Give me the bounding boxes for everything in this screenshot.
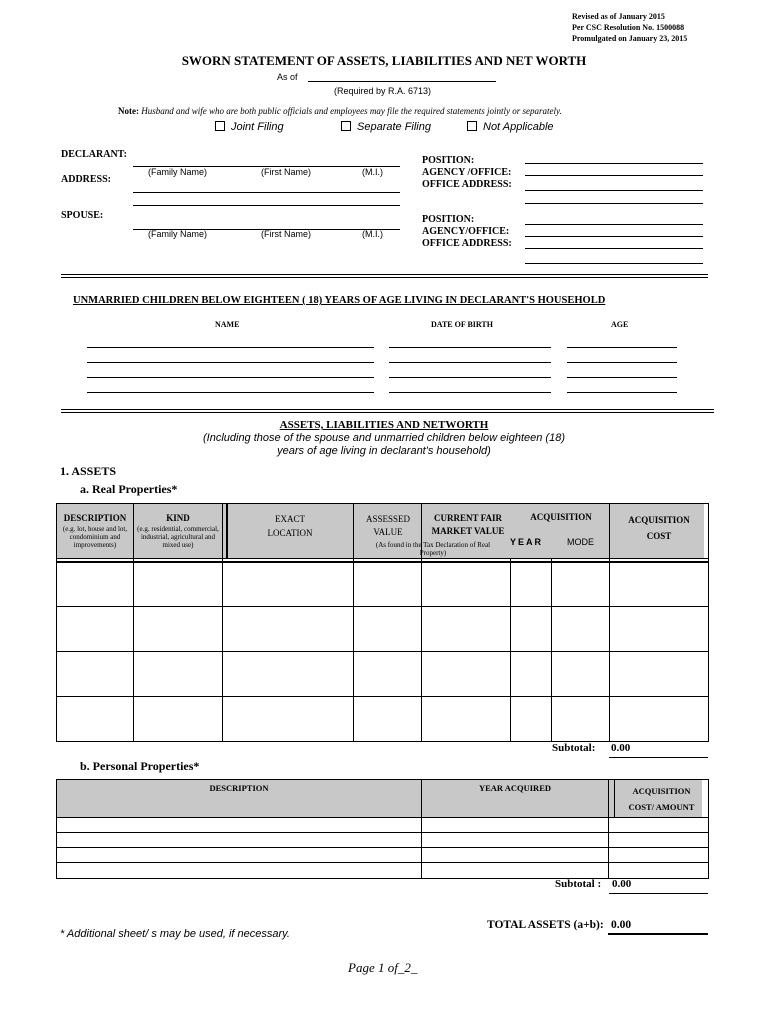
footnote: * Additional sheet/ s may be used, if necessary. (60, 928, 290, 940)
promulgated-date: Promulgated on January 23, 2015 (572, 34, 688, 43)
spouse-office-address-field-2[interactable] (525, 263, 703, 264)
personal-table-col-border (421, 779, 422, 878)
real-table-col-border (609, 503, 610, 741)
real-table-col-border (56, 503, 57, 741)
real-properties-heading: a. Real Properties* (80, 482, 178, 496)
child-name-field[interactable] (87, 377, 374, 378)
spouse-label: SPOUSE: (61, 210, 104, 221)
section-divider (61, 409, 714, 413)
real-col-mode: MODE (567, 537, 594, 547)
real-col-year: YEAR (510, 537, 544, 547)
checkbox-icon[interactable] (215, 121, 225, 131)
agency-label: AGENCY /OFFICE: (422, 167, 512, 178)
real-subtotal-value: 0.00 (611, 742, 631, 754)
personal-col-description: DESCRIPTION (209, 783, 269, 793)
real-col-description-hint: (e.g. lot, house and lot, condominium and improvements) (62, 525, 128, 549)
required-by: (Required by R.A. 6713) (334, 86, 432, 96)
spouse-family-name-caption: (Family Name) (148, 229, 208, 239)
personal-table-top-border (56, 779, 709, 780)
child-name-field[interactable] (87, 347, 374, 348)
real-table-col-border (510, 558, 511, 741)
personal-table-col-border (56, 779, 57, 878)
child-age-field[interactable] (567, 392, 677, 393)
page-number: Page 1 of_2_ (348, 960, 418, 975)
personal-subtotal-label: Subtotal : (555, 878, 602, 890)
child-age-field[interactable] (567, 362, 677, 363)
child-age-field[interactable] (567, 377, 677, 378)
total-assets-line (608, 933, 708, 935)
personal-subtotal-line (609, 893, 708, 894)
real-col-location: EXACT LOCATION (267, 514, 313, 538)
real-table-row-border (56, 651, 709, 652)
address-field-2[interactable] (133, 205, 400, 206)
real-table-row-border (56, 606, 709, 607)
address-label: ADDRESS: (61, 174, 112, 185)
spouse-agency-label: AGENCY/OFFICE: (422, 226, 510, 237)
personal-table-row-border (56, 862, 709, 863)
spouse-office-address-label: OFFICE ADDRESS: (422, 238, 512, 249)
real-table-col-border (133, 503, 134, 741)
office-address-field-2[interactable] (525, 203, 703, 204)
real-table-top-border (56, 503, 709, 504)
child-dob-field[interactable] (389, 362, 551, 363)
office-address-label: OFFICE ADDRESS: (422, 179, 512, 190)
alnw-subtitle-2: years of age living in declarant's household) (277, 445, 491, 457)
children-title: UNMARRIED CHILDREN BELOW EIGHTEEN ( 18) YEARS OF AGE LIVING IN DECLARANT'S HOUSEHOLD (73, 295, 606, 306)
child-dob-field[interactable] (389, 392, 551, 393)
children-col-dob: DATE OF BIRTH (431, 320, 493, 329)
real-table-col-border (353, 503, 354, 741)
filing-option-joint[interactable]: Joint Filing (215, 121, 284, 133)
declarant-label: DECLARANT: (61, 149, 127, 160)
real-subtotal-line (609, 757, 708, 758)
address-field-1[interactable] (133, 192, 400, 193)
agency-field[interactable] (525, 175, 703, 176)
personal-table-col-border (608, 779, 609, 878)
revision-info (572, 11, 687, 44)
declarant-family-name-caption: (Family Name) (148, 167, 208, 177)
spouse-first-name-caption: (First Name) (261, 229, 311, 239)
personal-properties-heading: b. Personal Properties* (80, 759, 200, 773)
alnw-subtitle-1: (Including those of the spouse and unmarried children below eighteen (18) (202, 432, 565, 444)
assets-heading: 1. ASSETS (60, 464, 117, 478)
personal-table-row-border (56, 847, 709, 848)
declarant-first-name-caption: (First Name) (261, 167, 311, 177)
personal-table-col-border (708, 779, 709, 878)
real-col-assessed: ASSESSED VALUE (365, 514, 410, 537)
as-of-label: As of (277, 72, 298, 82)
section-divider (61, 274, 708, 278)
child-dob-field[interactable] (389, 377, 551, 378)
note-text: Husband and wife who are both public officials and employees may file the required statements jointly or separately. (141, 106, 562, 116)
child-name-field[interactable] (87, 362, 374, 363)
real-col-kind-hint: (e.g. residential, commercial, industrial, agricultural and mixed use) (137, 525, 219, 549)
personal-subtotal-value: 0.00 (612, 878, 632, 890)
checkbox-icon[interactable] (467, 121, 477, 131)
position-label: POSITION: (422, 155, 475, 166)
children-col-name: NAME (215, 320, 240, 329)
real-table-header-bottom (56, 558, 709, 559)
checkbox-icon[interactable] (341, 121, 351, 131)
total-assets-label: TOTAL ASSETS (a+b): (487, 919, 604, 931)
children-col-age: AGE (611, 320, 629, 329)
real-table-col-border (421, 503, 422, 741)
real-table-col-border (708, 503, 709, 741)
spouse-position-field[interactable] (525, 224, 703, 225)
csc-resolution: Per CSC Resolution No. 1500088 (572, 23, 685, 32)
real-subtotal-label: Subtotal: (552, 742, 596, 754)
child-dob-field[interactable] (389, 347, 551, 348)
note-label: Note: (118, 106, 139, 116)
real-col-acquisition: ACQUISITION (530, 512, 592, 522)
spouse-agency-field[interactable] (525, 236, 703, 237)
revised-date: Revised as of January 2015 (572, 12, 665, 21)
child-age-field[interactable] (567, 347, 677, 348)
real-table-header-bottom (56, 561, 709, 563)
real-col-kind: KIND (166, 513, 190, 523)
spouse-office-address-field-1[interactable] (525, 248, 703, 249)
real-table-col-border (551, 558, 552, 741)
real-col-cost: ACQUISITION COST (628, 515, 690, 541)
child-name-field[interactable] (87, 392, 374, 393)
personal-col-cost: ACQUISITION COST/ AMOUNT (628, 786, 695, 812)
spouse-position-label: POSITION: (422, 214, 475, 225)
real-col-fair-market-hint: (As found in the Tax Declaration of Real Property) (375, 541, 491, 557)
alnw-title: ASSETS, LIABILITIES AND NETWORTH (279, 419, 489, 431)
as-of-field[interactable] (308, 81, 496, 82)
total-assets-value: 0.00 (611, 919, 632, 931)
spouse-mi-caption: (M.I.) (362, 229, 383, 239)
office-address-field-1[interactable] (525, 190, 703, 191)
real-col-fair-market: CURRENT FAIR MARKET VALUE (431, 513, 505, 536)
declarant-mi-caption: (M.I.) (362, 167, 383, 177)
real-table-col-border (222, 503, 223, 741)
position-field[interactable] (525, 163, 703, 164)
personal-table-row-border (56, 832, 709, 833)
note (118, 106, 562, 116)
real-col-description: DESCRIPTION (63, 513, 127, 523)
real-table-row-border (56, 696, 709, 697)
filing-option-separate[interactable]: Separate Filing (341, 121, 431, 133)
personal-table-header-bottom (56, 817, 709, 818)
page-title: SWORN STATEMENT OF ASSETS, LIABILITIES AND NET WORTH (181, 53, 587, 68)
personal-col-year: YEAR ACQUIRED (478, 783, 552, 793)
filing-option-not-applicable[interactable]: Not Applicable (467, 121, 554, 133)
